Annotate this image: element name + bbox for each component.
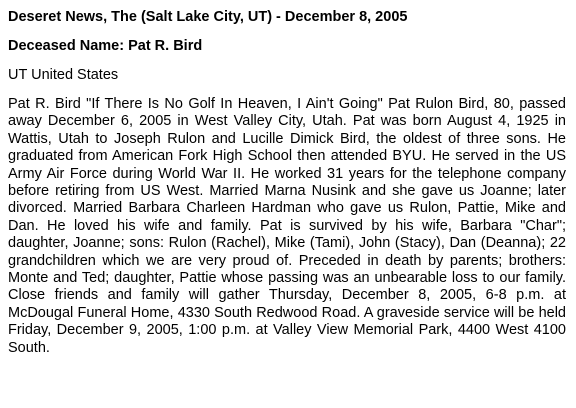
location-line: UT United States [8,67,119,83]
obituary-body: Pat R. Bird "If There Is No Golf In Heaven, I Ain't Going" Pat Rulon Bird, 80, passed away December 6, 2005 in West Valley City, Utah. Pat was born August 4, 1925 in Wattis, Utah to Joseph Rulon and Lucille Dimick Bird, the oldest of three sons. He graduated from American Fork High School then attended BYU. He served in the US Army Air Force during World War II. He worked 31 years for the telephone company before retiring from US West. Married Marna Nusink and she gave us Joanne; later divorced. Married Barbara Charleen Hardman who gave us Rulon, Pattie, Mike and Dan. He loved his wife and family. Pat is survived by his wife, Barbara "Char"; daughter, Joanne; sons: Rulon (Rachel), Mike (Tami), John (Stacy), Dan (Deanna); 22 grandchildren which we are very proud of. Preceded in death by parents; brothers: Monte and Ted; daughter, Pattie whose passing was an unbearable loss to our family. Close friends and family will gather Thursday, December 8, 2005, 6-8 p.m. at McDougal Funeral Home, 4330 South Redwood Road. A graveside service will be held Friday, December 9, 2005, 1:00 p.m. at Valley View Memorial Park, 4400 West 4100 South. [8,96,566,356]
newspaper-headline: Deseret News, The (Salt Lake City, UT) - December 8, 2005 [8,9,408,25]
deceased-name-heading: Deceased Name: Pat R. Bird [8,38,203,54]
